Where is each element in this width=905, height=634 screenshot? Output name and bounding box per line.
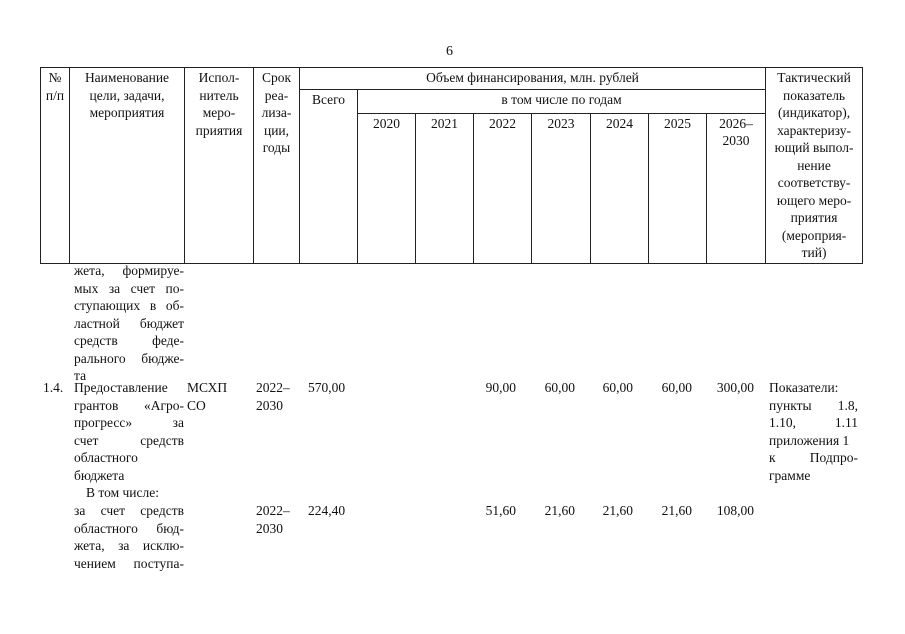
- including-label: В том числе:: [86, 485, 159, 500]
- sub-row-term: 2022– 2030: [256, 503, 290, 536]
- row-1-4-2026-2030: 300,00: [716, 380, 754, 395]
- sub-row-2026-2030: 108,00: [716, 503, 754, 518]
- table-body: [40, 262, 862, 634]
- header-by-years: в том числе по годам: [358, 90, 766, 114]
- header-financing-title: Объем финансирования, млн. рублей: [300, 68, 766, 90]
- header-number: № п/п: [41, 68, 70, 264]
- page-number: 6: [446, 44, 453, 59]
- sub-row-2022: 51,60: [485, 503, 516, 518]
- sub-row-total: 224,40: [308, 503, 346, 518]
- header-year-2025: 2025: [649, 113, 707, 263]
- continued-text: жета, формируе- мых за счет по- ступающих в об- ластной бюджет средств феде- рального бюдже- та: [74, 263, 184, 383]
- header-total: Всего: [300, 90, 358, 264]
- header-year-2021: 2021: [416, 113, 474, 263]
- header-year-2022: 2022: [474, 113, 532, 263]
- row-1-4-2022: 90,00: [485, 380, 516, 395]
- header-year-2020: 2020: [358, 113, 416, 263]
- sub-row-2024: 21,60: [602, 503, 633, 518]
- row-1-4-name: Предоставление грантов «Агро- прогресс» за счет средств областного бюджета: [74, 380, 184, 483]
- row-1-4-term: 2022– 2030: [256, 380, 290, 413]
- sub-row-name: за счет средств областного бюд- жета, за исклю- чением поступа-: [74, 503, 184, 571]
- header-year-2024: 2024: [591, 113, 649, 263]
- row-1-4-executor: МСХП СО: [187, 380, 228, 413]
- row-1-4-2025: 60,00: [661, 380, 692, 395]
- header-indicator: Тактический показатель (индикатор), характеризу- ющий выпол- нение соответству- ющего меро- приятия (мероприя- тий): [766, 68, 863, 264]
- row-1-4-number: 1.4.: [43, 380, 64, 395]
- header-year-2023: 2023: [532, 113, 591, 263]
- financing-table-header: [40, 67, 863, 264]
- row-1-4-indicator: Показатели: пункты 1.8, 1.10, 1.11 приложения 1 к Подпро- грамме: [769, 380, 858, 483]
- header-year-2026-2030: 2026– 2030: [707, 113, 766, 263]
- header-executor: Испол- нитель меро- приятия: [185, 68, 254, 264]
- row-1-4-2024: 60,00: [602, 380, 633, 395]
- sub-row-2025: 21,60: [661, 503, 692, 518]
- row-1-4-total: 570,00: [308, 380, 346, 395]
- header-name: Наименование цели, задачи, мероприятия: [70, 68, 185, 264]
- sub-row-2023: 21,60: [544, 503, 575, 518]
- row-1-4-2023: 60,00: [544, 380, 575, 395]
- header-term: Срок реа- лиза- ции, годы: [254, 68, 300, 264]
